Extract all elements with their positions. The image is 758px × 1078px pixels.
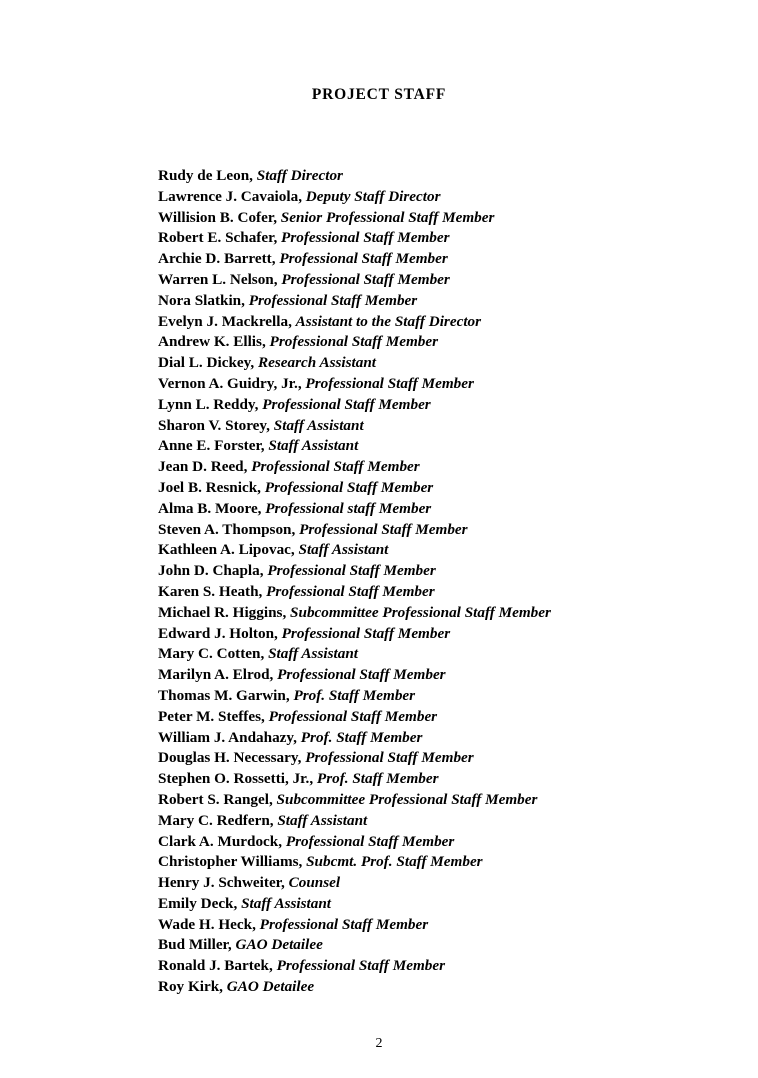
staff-name: Edward J. Holton, (158, 624, 278, 642)
staff-role: Professional Staff Member (281, 229, 450, 247)
staff-role: Staff Assistant (298, 541, 389, 559)
staff-entry (158, 395, 718, 416)
staff-role: Professional Staff Member (299, 520, 468, 538)
staff-entry (158, 915, 718, 936)
staff-role: Professional Staff Member (262, 395, 431, 413)
staff-name: Robert E. Schafer, (158, 229, 278, 247)
staff-entry (158, 166, 718, 187)
staff-entry (158, 520, 718, 541)
staff-role: Subcommittee Professional Staff Member (290, 603, 551, 621)
staff-entry (158, 894, 718, 915)
staff-entry (158, 873, 718, 894)
staff-role: Staff Assistant (241, 894, 332, 912)
staff-role: Professional Staff Member (305, 374, 474, 392)
staff-name: Alma B. Moore, (158, 499, 262, 517)
staff-name: Warren L. Nelson, (158, 270, 278, 288)
staff-entry (158, 332, 718, 353)
staff-entry (158, 832, 718, 853)
staff-entry (158, 249, 718, 270)
staff-role: Counsel (288, 874, 341, 892)
staff-name: Christopher Williams, (158, 853, 303, 871)
staff-entry (158, 208, 718, 229)
staff-name: Sharon V. Storey, (158, 416, 270, 434)
staff-entry (158, 748, 718, 769)
staff-role: Prof. Staff Member (293, 686, 416, 704)
staff-name: Douglas H. Necessary, (158, 749, 302, 767)
staff-name: Wade H. Heck, (158, 915, 256, 933)
staff-role: Senior Professional Staff Member (280, 208, 495, 226)
staff-entry (158, 686, 718, 707)
page-title: PROJECT STAFF (311, 86, 447, 103)
staff-entry (158, 644, 718, 665)
staff-role: Professional Staff Member (248, 291, 418, 309)
staff-name: Clark A. Murdock, (158, 832, 283, 850)
staff-name: Anne E. Forster, (158, 437, 265, 455)
staff-role: Professional Staff Member (267, 562, 436, 580)
staff-name: John D. Chapla, (158, 562, 264, 580)
staff-role: Professional Staff Member (305, 749, 474, 767)
staff-name: Jean D. Reed, (158, 458, 248, 476)
staff-name: Bud Miller, (158, 936, 232, 954)
staff-name: Joel B. Resnick, (158, 478, 261, 496)
staff-role: Professional Staff Member (266, 582, 435, 600)
staff-name: Karen S. Heath, (158, 582, 263, 600)
staff-role: Prof. Staff Member (316, 770, 439, 788)
staff-name: Marilyn A. Elrod, (158, 666, 274, 684)
staff-role: Staff Director (256, 167, 343, 184)
staff-role: Subcmt. Prof. Staff Member (306, 853, 483, 871)
staff-name: Evelyn J. Mackrella, (158, 312, 292, 330)
staff-entry (158, 312, 718, 333)
staff-name: Peter M. Steffes, (158, 707, 265, 725)
staff-role: Deputy Staff Director (305, 187, 441, 205)
staff-entry (158, 540, 718, 561)
staff-role: Staff Assistant (277, 811, 368, 829)
staff-entry (158, 416, 718, 437)
staff-entry (158, 603, 718, 624)
staff-role: GAO Detailee (235, 936, 323, 954)
staff-entry (158, 582, 718, 603)
staff-list (158, 166, 718, 998)
staff-name: Robert S. Rangel, (158, 790, 273, 808)
staff-role: Professional Staff Member (251, 458, 420, 476)
staff-name: Roy Kirk, (158, 978, 223, 996)
staff-role: Professional Staff Member (264, 478, 434, 496)
staff-role: Prof. Staff Member (300, 728, 423, 746)
staff-entry (158, 270, 718, 291)
staff-entry (158, 624, 718, 645)
staff-entry (158, 291, 718, 312)
staff-entry (158, 665, 718, 686)
staff-entry (158, 499, 718, 520)
staff-role: Professional Staff Member (259, 915, 429, 933)
staff-name: Kathleen A. Lipovac, (158, 541, 295, 559)
staff-role: Professional Staff Member (285, 832, 455, 850)
staff-name: Willision B. Cofer, (158, 208, 277, 226)
staff-role: Professional Staff Member (268, 707, 438, 725)
staff-entry (158, 374, 718, 395)
staff-role: Subcommittee Professional Staff Member (276, 790, 538, 808)
staff-name: Lawrence J. Cavaiola, (158, 187, 302, 205)
staff-entry (158, 353, 718, 374)
staff-role: Research Assistant (258, 354, 377, 372)
staff-entry (158, 977, 718, 998)
staff-name: Vernon A. Guidry, Jr., (158, 374, 302, 392)
staff-entry (158, 457, 718, 478)
staff-role: GAO Detailee (226, 978, 315, 996)
staff-name: Lynn L. Reddy, (158, 395, 259, 413)
staff-role: Assistant to the Staff Director (295, 312, 482, 330)
staff-entry (158, 811, 718, 832)
staff-entry (158, 769, 718, 790)
staff-name: Mary C. Redfern, (158, 811, 274, 829)
staff-role: Professional Staff Member (269, 333, 439, 351)
staff-name: Andrew K. Ellis, (158, 333, 266, 351)
staff-role: Professional Staff Member (277, 666, 446, 684)
staff-entry (158, 707, 718, 728)
staff-name: Nora Slatkin, (158, 291, 245, 309)
staff-entry (158, 790, 718, 811)
staff-name: Thomas M. Garwin, (158, 686, 290, 704)
staff-name: Rudy de Leon, (158, 167, 253, 184)
staff-entry (158, 728, 718, 749)
staff-entry (158, 852, 718, 873)
staff-name: Archie D. Barrett, (158, 250, 276, 268)
staff-name: Michael R. Higgins, (158, 603, 287, 621)
staff-name: Mary C. Cotten, (158, 645, 265, 663)
staff-entry (158, 436, 718, 457)
staff-name: Dial L. Dickey, (158, 354, 255, 372)
staff-role: Professional Staff Member (281, 270, 450, 288)
staff-name: Henry J. Schweiter, (158, 874, 285, 892)
staff-name: Ronald J. Bartek, (158, 957, 273, 975)
staff-entry (158, 228, 718, 249)
staff-role: Professional Staff Member (281, 624, 451, 642)
staff-entry (158, 478, 718, 499)
page-number: 2 (375, 1036, 383, 1051)
staff-role: Staff Assistant (268, 437, 359, 455)
staff-role: Professional staff Member (265, 499, 432, 517)
staff-name: Steven A. Thompson, (158, 520, 296, 538)
staff-role: Staff Assistant (268, 645, 358, 663)
staff-entry (158, 561, 718, 582)
staff-name: Emily Deck, (158, 894, 238, 912)
staff-role: Staff Assistant (273, 416, 364, 434)
staff-role: Professional Staff Member (279, 250, 448, 268)
staff-entry (158, 956, 718, 977)
staff-role: Professional Staff Member (276, 957, 446, 975)
staff-entry (158, 187, 718, 208)
staff-entry (158, 935, 718, 956)
staff-name: Stephen O. Rossetti, Jr., (158, 770, 314, 788)
staff-name: William J. Andahazy, (158, 728, 297, 746)
